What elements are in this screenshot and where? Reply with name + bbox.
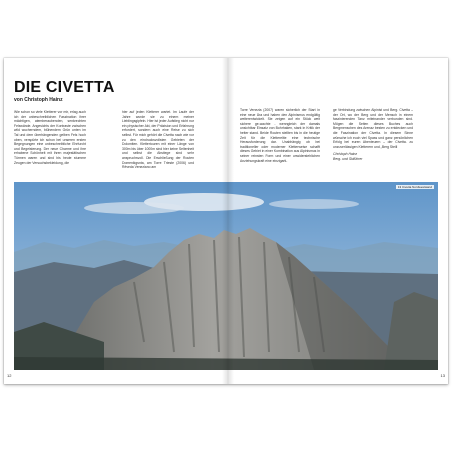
paragraph: ge Verbindung zwischen Alpinist und Berg. Civetta – der Ort, wo der Berg und der Mensch in einem faszinierenden Tanz miteinander verbunden sind. Mögen die Seiten dieses Buches auch Bergmenschen des Arenaz besten zu entdecken und die Faszination der Civetta. In diesem Sinne wünsche ich euch viel Spass und ganz persönlichen Erfolg bei euren Abenteuern – der Civetta. zu unzuverlässigen Kletterern und „Berg Steill — [333, 108, 413, 149]
text-column-1 — [14, 110, 86, 165]
page-number-left: 12 — [7, 373, 12, 378]
text-column-4 — [333, 108, 413, 162]
photo-caption: 13 Civetta Nordwestwand — [397, 185, 432, 189]
text-column-3 — [240, 108, 320, 163]
page-gutter — [222, 58, 234, 384]
paragraph: Wie schon so viele Kletterer vor mir, erlag auch ich der unbeschreiblichen Faszination ihrer mächtigen, atemberaubenden, senkrechten Felswände. Angesichts der Kontraste zwischen wild wucherndem, blühendem Grün unten im Tal und dem überhängenden gelben Fels hoch oben, verspürte ich schon bei unseren ersten Begegnungen eine unbeschreibliche Ehrfurcht und Begeisterung. Der neue Charme und ihre erhabene Schönheit mit ihren majestätischen Türmen waren und sind bis heute stumme Zeugen der Versuchsbekleidung, die — [14, 110, 86, 165]
text-column-2 — [122, 110, 194, 170]
signature-name: Christoph Hainz — [333, 152, 358, 157]
signature-role: Berg- und Skiführer — [333, 156, 363, 161]
article-title: DIE CIVETTA — [14, 79, 115, 96]
page-number-right: 13 — [440, 373, 445, 378]
paragraph: hier auf jeden Kletterer wartet. Im Laufe der Jahre wurde sie zu einem meiner Lieblingsgipfeln. Hier ist jeder Aufstieg nicht nur ein physischer Akt, der Präzision und Erfahrung erfordert, sondern auch eine Reise zu sich selbst. Für mich gehört die Civetta nach wie vor zu den eindrucksvollsten Gebieten der Dolomiten. Klettertouren mit einer Länge von 300m bis über 1000m sind hier keine Seltenheit und selbst die Abstiege sind sehr anspruchsvoll. Die Erschließung der Routen Domenikgsnta, am Torre Trieste (2006) und Rêveda Veneziano am — [122, 110, 194, 170]
article-byline: von Christoph Hainz — [14, 97, 63, 103]
magazine-spread — [4, 58, 448, 384]
paragraph: Torre Venezia (2007) waren sicherlich der Start in eine neue Ära und haben den Alpinismus endgültig weiterentwickelt. Sie zeigen auf ein Stück weit sichere ge-wachte - wenngleich der damals unsichtbar Einsatz von Bohrhaken, stark in Kritik der heiter stand. Beide Routen stellten bis in die heutige Zeit für die Kletterelite eine technische Herausforderung dar. Unabhängig ob bei traditioneller oder moderner Kletterweise schafft dieses Gebiet in einer Kombination aus Alpinismus in seiner reinsten Form und einer unwiderstehlichen Anziehungskraft eine einzigarti- — [240, 108, 320, 163]
